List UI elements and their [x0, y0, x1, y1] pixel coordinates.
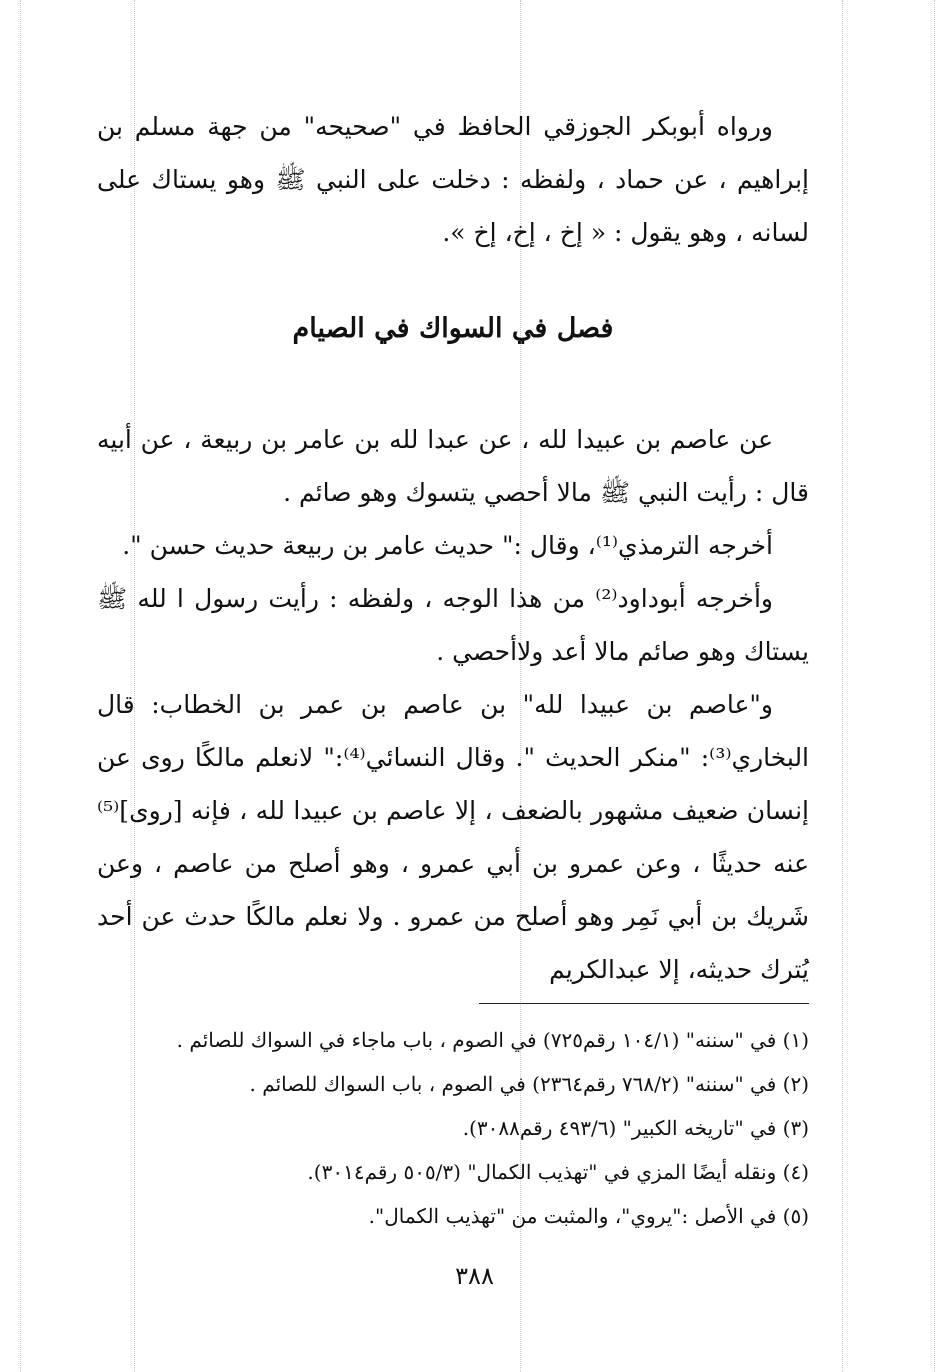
footnote: (٥) في الأصل :"يروي"، والمثبت من "تهذيب الكمال". — [368, 1204, 809, 1228]
main-text — [97, 100, 809, 996]
body-paragraph: أخرجه الترمذي⁽¹⁾، وقال :" حديث عامر بن ربيعة حديث حسن ". — [122, 531, 773, 560]
footnote: (٤) ونقله أيضًا المزي في "تهذيب الكمال" (٥٠٥/٣ رقم٣٠١٤). — [307, 1160, 809, 1184]
scan-guide — [20, 0, 21, 1372]
body-paragraph: وأخرجه أبوداود⁽²⁾ من هذا الوجه ، ولفظه : رأيت رسول ا لله ﷺ يستاك وهو صائم مالا أعد ولاأحصي . — [97, 584, 809, 666]
page-number: ٣٨٨ — [455, 1262, 494, 1290]
body-paragraph: و"عاصم بن عبيدا لله" بن عاصم بن عمر بن الخطاب: قال البخاري⁽³⁾: "منكر الحديث ". وقال النسائي⁽⁴⁾:" لانعلم مالكًا روى عن إنسان ضعيف مشهور بالضعف ، إلا عاصم بن عبيدا لله ، فإنه [روى]⁽⁵⁾ عنه حديثًا ، وعن عمرو بن أبي عمرو ، وهو أصلح من عاصم ، وعن شَريك بن أبي نَمِر وهو أصلح من عمرو . ولا نعلم مالكًا حدث عن أحد يُترك حديثه، إلا عبدالكريم — [97, 690, 810, 984]
footnotes — [97, 1018, 809, 1238]
footnote: (٢) في "سننه" (٧٦٨/٢ رقم٢٣٦٤) في الصوم ، باب السواك للصائم . — [249, 1072, 809, 1096]
body-paragraph: عن عاصم بن عبيدا لله ، عن عبدا لله بن عامر بن ربيعة ، عن أبيه قال : رأيت النبي ﷺ مالا أحصي يتسوك وهو صائم . — [97, 425, 809, 507]
footnote: (١) في "سننه" (١٠٤/١ رقم٧٢٥) في الصوم ، باب ماجاء في السواك للصائم . — [176, 1028, 809, 1052]
scan-guide — [934, 0, 935, 1372]
section-heading: فصل في السواك في الصيام — [292, 313, 614, 344]
footnote-separator — [479, 1003, 809, 1004]
footnote: (٣) في "تاريخه الكبير" (٤٩٣/٦ رقم٣٠٨٨). — [462, 1116, 809, 1140]
scan-guide — [842, 0, 843, 1372]
intro-paragraph: ورواه أبوبكر الجوزقي الحافظ في "صحيحه" من جهة مسلم بن إبراهيم ، عن حماد ، ولفظه : دخلت على النبي ﷺ وهو يستاك على لسانه ، وهو يقول : « إخ ، إخ، إخ ». — [97, 112, 809, 247]
